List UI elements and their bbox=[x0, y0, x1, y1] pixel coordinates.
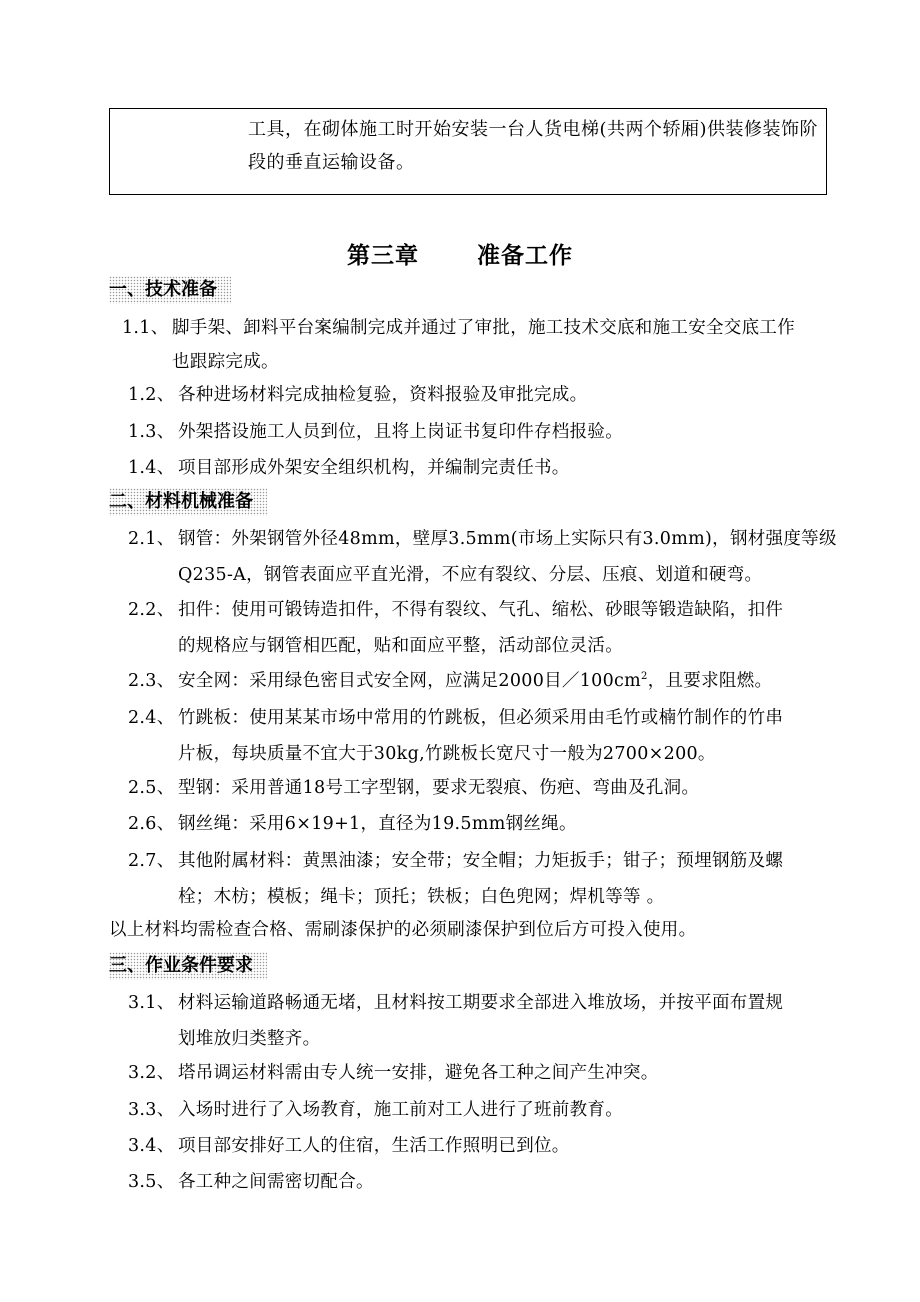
item-text: Q235-A，钢管表面应平直光滑，不应有裂纹、分层、压痕、划道和硬弯。 bbox=[178, 565, 763, 585]
section-note: 以上材料均需检查合格、需刷漆保护的必须刷漆保护到位后方可投入使用。 bbox=[109, 920, 697, 940]
item-number: 1.4、 bbox=[128, 458, 175, 478]
item-number: 2.4、 bbox=[128, 708, 175, 728]
item-text: 栓；木枋；模板；绳卡；顶托；铁板；白色兜网；焊机等等 。 bbox=[178, 887, 665, 907]
item-text: 脚手架、卸料平台案编制完成并通过了审批，施工技术交底和施工安全交底工作 bbox=[172, 318, 795, 338]
item-text: 各种进场材料完成抽检复验，资料报验及审批完成。 bbox=[178, 385, 588, 405]
item-text: 各工种之间需密切配合。 bbox=[178, 1172, 374, 1192]
item-text: 的规格应与钢管相匹配，贴和面应平整，活动部位灵活。 bbox=[178, 636, 623, 656]
item-text: 型钢：采用普通18号工字型钢，要求无裂痕、伤疤、弯曲及孔洞。 bbox=[178, 778, 700, 798]
item-text: 钢丝绳：采用6×19+1，直径为19.5mm钢丝绳。 bbox=[178, 814, 577, 834]
chapter-name: 准备工作 bbox=[477, 242, 573, 269]
item-number: 2.1、 bbox=[128, 529, 175, 549]
item-number: 2.5、 bbox=[128, 778, 175, 798]
item-text: 钢管：外架钢管外径48mm，壁厚3.5mm(市场上实际只有3.0mm)，钢材强度等级 bbox=[178, 529, 837, 549]
chapter-title bbox=[0, 237, 920, 270]
section-heading: 一、技术准备 bbox=[109, 276, 231, 304]
item-number: 1.1、 bbox=[122, 318, 169, 338]
section-heading: 三、作业条件要求 bbox=[109, 952, 267, 980]
item-number: 2.3、 bbox=[128, 671, 175, 691]
superscript: 2 bbox=[641, 671, 648, 683]
continuation-line: 段的垂直运输设备。 bbox=[248, 152, 415, 173]
item-number: 1.2、 bbox=[128, 385, 175, 405]
item-number: 2.2、 bbox=[128, 600, 175, 620]
item-number: 2.7、 bbox=[128, 851, 175, 871]
item-number: 1.3、 bbox=[128, 422, 175, 442]
item-text: 安全网：采用绿色密目式安全网，应满足2000目$/100cm^2$，且要求阻燃。 bbox=[178, 671, 773, 691]
chapter-number: 第三章 bbox=[347, 242, 419, 269]
item-number: 3.3、 bbox=[128, 1100, 175, 1120]
item-number: 3.2、 bbox=[128, 1063, 175, 1083]
item-text: 塔吊调运材料需由专人统一安排，避免各工种之间产生冲突。 bbox=[178, 1063, 659, 1083]
item-text: 项目部安排好工人的住宿，生活工作照明已到位。 bbox=[178, 1136, 570, 1156]
item-text: 也跟踪完成。 bbox=[172, 352, 279, 372]
item-number: 3.4、 bbox=[128, 1136, 175, 1156]
item-number: 2.6、 bbox=[128, 814, 175, 834]
item-text: 片板，每块质量不宜大于30kg,竹跳板长宽尺寸一般为2700×200。 bbox=[178, 744, 716, 764]
section-heading: 二、材料机械准备 bbox=[109, 488, 267, 516]
item-text: 划堆放归类整齐。 bbox=[178, 1029, 321, 1049]
item-text: 外架搭设施工人员到位，且将上岗证书复印件存档报验。 bbox=[178, 422, 623, 442]
continuation-text bbox=[248, 113, 823, 179]
item-number: 3.5、 bbox=[128, 1172, 175, 1192]
item-text: 竹跳板：使用某某市场中常用的竹跳板，但必须采用由毛竹或楠竹制作的竹串 bbox=[178, 708, 784, 728]
item-text: 材料运输道路畅通无堵，且材料按工期要求全部进入堆放场，并按平面布置规 bbox=[178, 993, 784, 1013]
item-text: 项目部形成外架安全组织机构，并编制完责任书。 bbox=[178, 458, 570, 478]
item-text: 入场时进行了入场教育，施工前对工人进行了班前教育。 bbox=[178, 1100, 623, 1120]
item-text: 其他附属材料：黄黑油漆；安全带；安全帽；力矩扳手；钳子；预埋钢筋及螺 bbox=[178, 851, 784, 871]
continuation-line: 工具，在砌体施工时开始安装一台人货电梯(共两个轿厢)供装修装饰阶 bbox=[248, 119, 819, 140]
continuation-box bbox=[109, 108, 827, 195]
item-text: 扣件：使用可锻铸造扣件，不得有裂纹、气孔、缩松、砂眼等锻造缺陷，扣件 bbox=[178, 600, 784, 620]
item-number: 3.1、 bbox=[128, 993, 175, 1013]
